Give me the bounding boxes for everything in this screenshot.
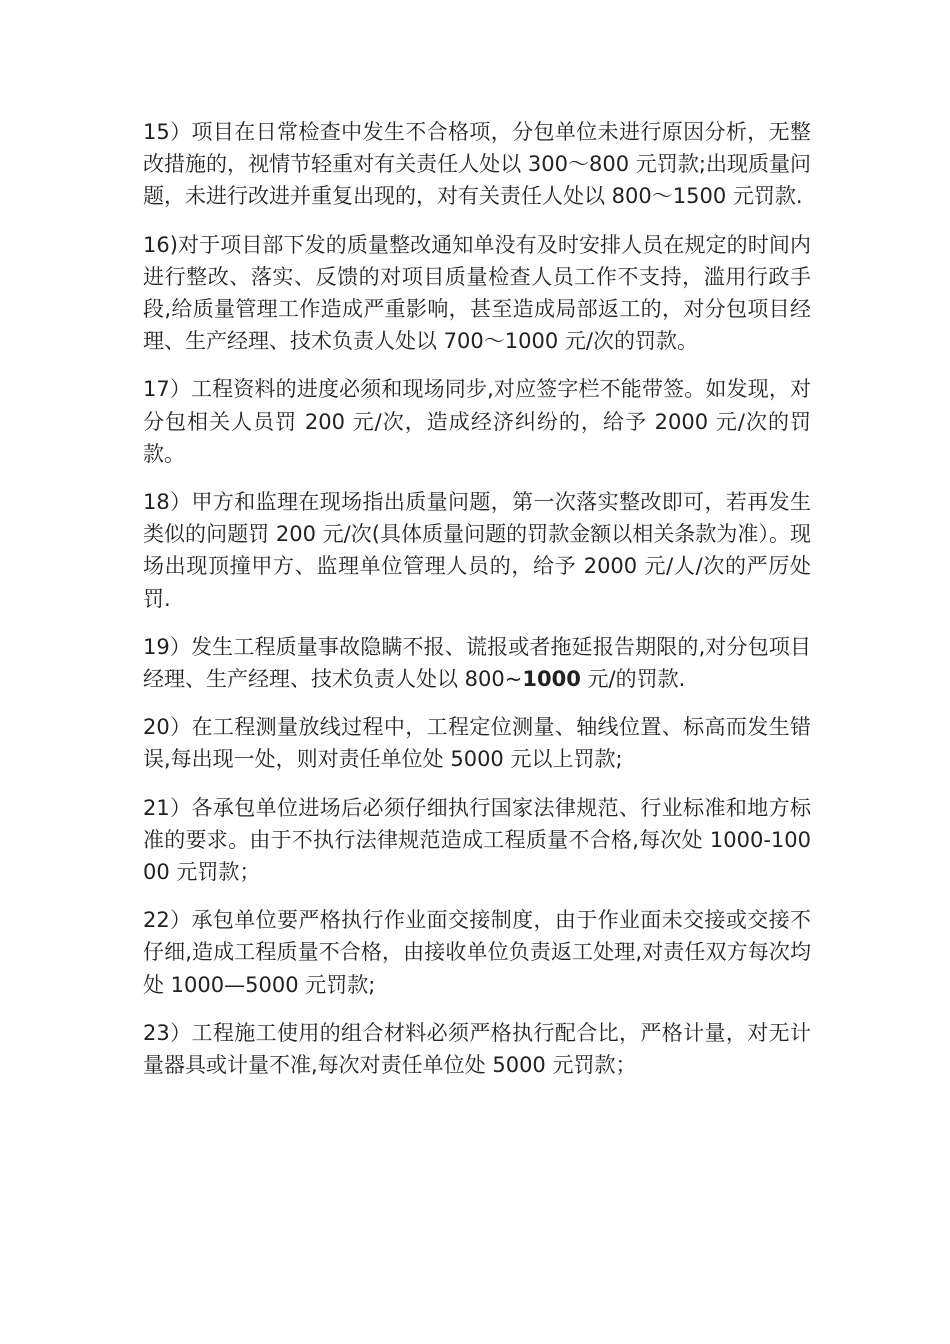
paragraph-18: 18）甲方和监理在现场指出质量问题，第一次落实整改即可，若再发生类似的问题罚 200 元/次(具体质量问题的罚款金额以相关条款为准）。现场出现顶撞甲方、监理单位管理人员的，给予 2000 元/人/次的严厉处罚. <box>143 490 811 611</box>
paragraph-22: 22）承包单位要严格执行作业面交接制度，由于作业面未交接或交接不仔细,造成工程质量不合格，由接收单位负责返工处理,对责任双方每次均处 1000—5000 元罚款; <box>143 908 811 997</box>
document-page <box>143 116 811 1097</box>
paragraph-23: 23）工程施工使用的组合材料必须严格执行配合比，严格计量，对无计量器具或计量不准,每次对责任单位处 5000 元罚款； <box>143 1020 811 1078</box>
paragraph-19 <box>143 631 811 695</box>
paragraph-20: 20）在工程测量放线过程中，工程定位测量、轴线位置、标高而发生错误,每出现一处，则对责任单位处 5000 元以上罚款; <box>143 715 811 772</box>
paragraph-19-text-end: 元/的罚款. <box>580 667 686 692</box>
paragraph-17: 17）工程资料的进度必须和现场同步,对应签字栏不能带签。如发现，对分包相关人员罚 200 元/次，造成经济纠纷的，给予 2000 元/次的罚款。 <box>143 377 811 466</box>
paragraph-21: 21）各承包单位进场后必须仔细执行国家法律规范、行业标准和地方标准的要求。由于不执行法律规范造成工程质量不合格,每次处 1000-10000 元罚款； <box>143 795 811 885</box>
paragraph-15: 15）项目在日常检查中发生不合格项，分包单位未进行原因分析，无整改措施的，视情节轻重对有关责任人处以 300～800 元罚款;出现质量问题，未进行改进并重复出现的，对有关责任人处以 800～1500 元罚款. <box>143 120 811 209</box>
paragraph-16: 16)对于项目部下发的质量整改通知单没有及时安排人员在规定的时间内进行整改、落实、反馈的对项目质量检查人员工作不支持，滥用行政手段,给质量管理工作造成严重影响，甚至造成局部返工的，对分包项目经理、生产经理、技术负责人处以 700～1000 元/次的罚款。 <box>143 232 811 354</box>
paragraph-19-text: 19）发生工程质量事故隐瞒不报、谎报或者拖延报告期限的,对分包项目经理、生产经理、技术负责人处以 800~ <box>143 634 811 692</box>
paragraph-19-bold-amount: 1000 <box>522 667 581 692</box>
